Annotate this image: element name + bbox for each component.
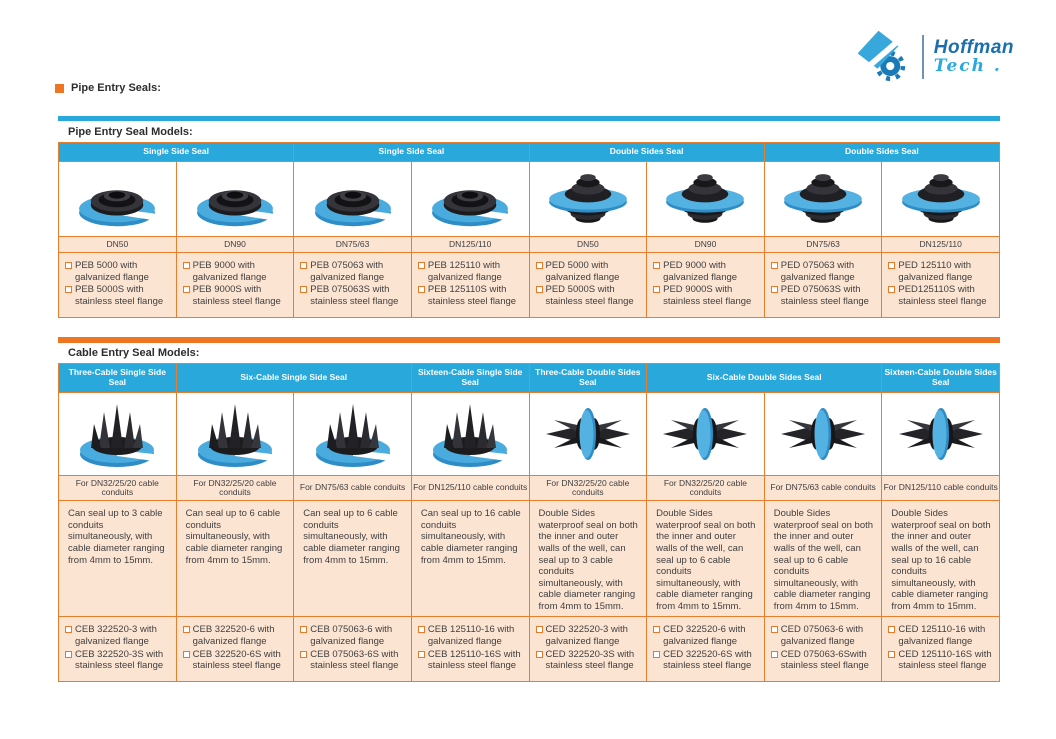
description-row	[59, 501, 1000, 617]
logo-brand-icon	[854, 28, 912, 86]
checkbox-icon	[183, 651, 190, 658]
product-description: Can seal up to 16 cable conduits simultaneously, with cable diameter ranging from 4mm to 15mm.	[411, 501, 529, 617]
conduit-size-cell: For DN125/110 cable conduits	[411, 475, 529, 501]
checkbox-icon	[300, 626, 307, 633]
product-description: Can seal up to 6 cable conduits simultaneously, with cable diameter ranging from 4mm to 15mm.	[176, 501, 294, 617]
model-text: CED 322520-6 with galvanized flange	[663, 624, 746, 647]
cable-seal-double-photo	[535, 396, 641, 472]
pipe-seal-single-photo	[300, 165, 406, 233]
checkbox-icon	[771, 262, 778, 269]
model-list-row	[59, 253, 1000, 318]
logo	[854, 28, 1014, 86]
model-list-item	[65, 649, 173, 672]
product-description: Double Sides waterproof seal on both the inner and outer walls of the well, can seal up to 3 cable conduits simultaneously, with cable diameter ranging from 4mm to 15mm.	[529, 501, 647, 617]
checkbox-icon	[418, 651, 425, 658]
model-list-item	[536, 260, 644, 283]
page-heading-text: Pipe Entry Seals:	[71, 82, 161, 94]
cable-entry-seal-table	[58, 363, 1000, 682]
model-text: CEB 075063-6S with stainless steel flange	[310, 648, 399, 672]
model-list-cell	[764, 617, 882, 682]
model-size-cell: DN75/63	[764, 236, 882, 252]
model-text: PED125110S with stainless steel flange	[898, 284, 987, 307]
orange-divider-bar	[58, 337, 1000, 343]
model-list-item	[771, 649, 879, 672]
model-list-item	[653, 624, 761, 647]
product-photo-cell	[59, 392, 177, 475]
model-list-cell	[764, 253, 882, 318]
model-text: CEB 322520-3 with galvanized flange	[75, 624, 157, 647]
product-photo-cell	[882, 392, 1000, 475]
conduit-size-cell: For DN75/63 cable conduits	[294, 475, 412, 501]
model-text: CED 125110-16S with stainless steel flange	[898, 648, 992, 672]
column-group-header: Single Side Seal	[59, 143, 294, 162]
model-text: PED 5000 with galvanized flange	[545, 260, 620, 283]
model-text: PEB 125110 with galvanized flange	[427, 260, 502, 283]
orange-square-icon	[55, 84, 64, 93]
product-photo-cell	[176, 161, 294, 236]
model-list-item	[300, 624, 408, 647]
product-photo-cell	[647, 161, 765, 236]
model-list-item	[418, 649, 526, 672]
model-text: CEB 322520-6 with galvanized flange	[192, 624, 275, 647]
product-description: Can seal up to 6 cable conduits simultaneously, with cable diameter ranging from 4mm to 15mm.	[294, 501, 412, 617]
product-photo-cell	[294, 392, 412, 475]
model-text: PED 125110 with galvanized flange	[898, 260, 973, 283]
checkbox-icon	[653, 286, 660, 293]
model-list-item	[418, 284, 526, 307]
model-list-item	[65, 624, 173, 647]
model-size-cell: DN50	[529, 236, 647, 252]
product-description: Double Sides waterproof seal on both the inner and outer walls of the well, can seal up to 6 cable conduits simultaneously, with cable diameter ranging from 4mm to 15mm.	[764, 501, 882, 617]
product-description: Double Sides waterproof seal on both the inner and outer walls of the well, can seal up to 16 cable conduits simultaneously, with cable diameter ranging from 4mm to 15mm.	[882, 501, 1000, 617]
checkbox-icon	[300, 651, 307, 658]
model-text: PED 075063S with stainless steel flange	[780, 284, 869, 307]
model-list-item	[771, 284, 879, 307]
pipe-seal-single-photo	[417, 165, 523, 233]
checkbox-icon	[300, 262, 307, 269]
model-size-cell: DN125/110	[882, 236, 1000, 252]
column-group-header: Double Sides Seal	[529, 143, 764, 162]
cable-seal-single-photo	[417, 396, 523, 472]
model-text: PED 9000S with stainless steel flange	[663, 284, 752, 307]
checkbox-icon	[888, 262, 895, 269]
conduit-size-cell: For DN125/110 cable conduits	[882, 475, 1000, 501]
brand-sub: Tech .	[933, 56, 1002, 77]
model-list-cell	[529, 253, 647, 318]
checkbox-icon	[65, 651, 72, 658]
checkbox-icon	[183, 626, 190, 633]
model-list-item	[300, 260, 408, 283]
model-text: PEB 9000 with galvanized flange	[192, 260, 267, 283]
product-photo-cell	[294, 161, 412, 236]
product-photo-cell	[882, 161, 1000, 236]
model-list-item	[183, 649, 291, 672]
model-text: CEB 322520-6S with stainless steel flange	[192, 648, 281, 672]
column-group-header: Double Sides Seal	[764, 143, 999, 162]
model-text: PED 9000 with galvanized flange	[663, 260, 738, 283]
model-text: PEB 075063 with galvanized flange	[310, 260, 385, 283]
model-list-cell	[59, 253, 177, 318]
logo-divider	[922, 35, 924, 79]
column-group-header: Three-Cable Single Side Seal	[59, 364, 177, 393]
model-text: CEB 075063-6 with galvanized flange	[310, 624, 393, 647]
conduit-size-cell: For DN32/25/20 cable conduits	[176, 475, 294, 501]
checkbox-icon	[536, 651, 543, 658]
model-list-row	[59, 617, 1000, 682]
model-list-item	[418, 260, 526, 283]
pipe-seal-double-photo	[888, 165, 994, 233]
model-list-cell	[176, 617, 294, 682]
model-text: CED 322520-6S with stainless steel flange	[663, 648, 752, 672]
group-header-row	[59, 143, 1000, 162]
checkbox-icon	[65, 286, 72, 293]
checkbox-icon	[888, 651, 895, 658]
group-header-row	[59, 364, 1000, 393]
model-text: PEB 5000 with galvanized flange	[75, 260, 149, 283]
size-row	[59, 236, 1000, 252]
product-description: Can seal up to 3 cable conduits simultaneously, with cable diameter ranging from 4mm to 15mm.	[59, 501, 177, 617]
model-list-item	[300, 649, 408, 672]
model-list-item	[65, 260, 173, 283]
pipe-seal-double-photo	[770, 165, 876, 233]
brand-name: Hoffman	[933, 37, 1014, 59]
model-list-item	[888, 624, 996, 647]
model-text: PEB 075063S with stainless steel flange	[310, 284, 399, 307]
model-list-cell	[647, 253, 765, 318]
checkbox-icon	[771, 626, 778, 633]
model-text: PED 075063 with galvanized flange	[780, 260, 855, 283]
model-list-item	[888, 284, 996, 307]
model-text: CEB 322520-3S with stainless steel flange	[75, 648, 164, 672]
model-list-item	[888, 260, 996, 283]
model-list-item	[183, 624, 291, 647]
model-list-cell	[882, 253, 1000, 318]
model-list-cell	[529, 617, 647, 682]
model-size-cell: DN90	[647, 236, 765, 252]
cable-seal-double-photo	[770, 396, 876, 472]
model-list-cell	[294, 617, 412, 682]
product-photo-cell	[176, 392, 294, 475]
model-text: CED 075063-6Swith stainless steel flange	[780, 648, 869, 672]
product-photo-cell	[764, 161, 882, 236]
model-list-item	[771, 260, 879, 283]
model-list-item	[771, 624, 879, 647]
checkbox-icon	[653, 262, 660, 269]
cable-seal-single-photo	[64, 396, 170, 472]
model-list-cell	[411, 617, 529, 682]
checkbox-icon	[888, 286, 895, 293]
column-group-header: Six-Cable Single Side Seal	[176, 364, 411, 393]
cable-table-title: Cable Entry Seal Models:	[68, 347, 200, 359]
model-list-cell	[176, 253, 294, 318]
checkbox-icon	[65, 262, 72, 269]
model-list-cell	[294, 253, 412, 318]
cable-seal-single-photo	[300, 396, 406, 472]
model-list-item	[653, 649, 761, 672]
model-list-item	[888, 649, 996, 672]
checkbox-icon	[183, 262, 190, 269]
model-list-item	[653, 284, 761, 307]
product-photo-row	[59, 161, 1000, 236]
model-list-item	[653, 260, 761, 283]
model-list-item	[418, 624, 526, 647]
cable-seal-single-photo	[182, 396, 288, 472]
model-list-cell	[411, 253, 529, 318]
model-list-item	[65, 284, 173, 307]
checkbox-icon	[888, 626, 895, 633]
conduit-size-cell: For DN75/63 cable conduits	[764, 475, 882, 501]
checkbox-icon	[418, 286, 425, 293]
cable-seal-double-photo	[888, 396, 994, 472]
checkbox-icon	[536, 286, 543, 293]
cyan-divider-bar	[58, 116, 1000, 121]
model-text: CED 322520-3 with galvanized flange	[545, 624, 628, 647]
checkbox-icon	[418, 626, 425, 633]
cable-seal-double-photo	[652, 396, 758, 472]
product-description: Double Sides waterproof seal on both the inner and outer walls of the well, can seal up to 6 cable conduits simultaneously, with cable diameter ranging from 4mm to 15mm.	[647, 501, 765, 617]
page-heading	[55, 82, 161, 94]
checkbox-icon	[536, 626, 543, 633]
size-row	[59, 475, 1000, 501]
model-list-item	[536, 649, 644, 672]
checkbox-icon	[300, 286, 307, 293]
pipe-seal-single-photo	[64, 165, 170, 233]
checkbox-icon	[418, 262, 425, 269]
model-size-cell: DN75/63	[294, 236, 412, 252]
pipe-table-title: Pipe Entry Seal Models:	[68, 126, 193, 138]
model-text: CED 322520-3S with stainless steel flange	[545, 648, 635, 672]
model-size-cell: DN50	[59, 236, 177, 252]
checkbox-icon	[183, 286, 190, 293]
checkbox-icon	[653, 651, 660, 658]
model-list-cell	[882, 617, 1000, 682]
model-text: CED 075063-6 with galvanized flange	[780, 624, 864, 647]
model-list-item	[536, 624, 644, 647]
model-list-item	[183, 284, 291, 307]
model-list-item	[536, 284, 644, 307]
model-text: CEB 125110-16S with stainless steel flange	[427, 648, 521, 672]
product-photo-cell	[59, 161, 177, 236]
column-group-header: Sixteen-Cable Double Sides Seal	[882, 364, 1000, 393]
product-photo-cell	[529, 161, 647, 236]
model-size-cell: DN90	[176, 236, 294, 252]
model-text: PED 5000S with stainless steel flange	[545, 284, 634, 307]
product-photo-cell	[411, 392, 529, 475]
model-text: PEB 125110S with stainless steel flange	[427, 284, 517, 307]
model-text: PEB 5000S with stainless steel flange	[75, 284, 164, 307]
checkbox-icon	[653, 626, 660, 633]
model-list-cell	[647, 617, 765, 682]
pipe-seal-single-photo	[182, 165, 288, 233]
model-text: CED 125110-16 with galvanized flange	[898, 624, 986, 647]
model-size-cell: DN125/110	[411, 236, 529, 252]
conduit-size-cell: For DN32/25/20 cable conduits	[647, 475, 765, 501]
column-group-header: Single Side Seal	[294, 143, 529, 162]
model-list-cell	[59, 617, 177, 682]
pipe-entry-seal-table	[58, 142, 1000, 318]
conduit-size-cell: For DN32/25/20 cable conduits	[59, 475, 177, 501]
column-group-header: Six-Cable Double Sides Seal	[647, 364, 882, 393]
product-photo-row	[59, 392, 1000, 475]
model-text: CEB 125110-16 with galvanized flange	[427, 624, 515, 647]
checkbox-icon	[65, 626, 72, 633]
product-photo-cell	[764, 392, 882, 475]
product-photo-cell	[411, 161, 529, 236]
model-list-item	[183, 260, 291, 283]
product-photo-cell	[647, 392, 765, 475]
pipe-seal-double-photo	[652, 165, 758, 233]
column-group-header: Sixteen-Cable Single Side Seal	[411, 364, 529, 393]
model-text: PEB 9000S with stainless steel flange	[192, 284, 281, 307]
conduit-size-cell: For DN32/25/20 cable conduits	[529, 475, 647, 501]
checkbox-icon	[771, 651, 778, 658]
column-group-header: Three-Cable Double Sides Seal	[529, 364, 647, 393]
checkbox-icon	[536, 262, 543, 269]
product-photo-cell	[529, 392, 647, 475]
model-list-item	[300, 284, 408, 307]
checkbox-icon	[771, 286, 778, 293]
pipe-seal-double-photo	[535, 165, 641, 233]
